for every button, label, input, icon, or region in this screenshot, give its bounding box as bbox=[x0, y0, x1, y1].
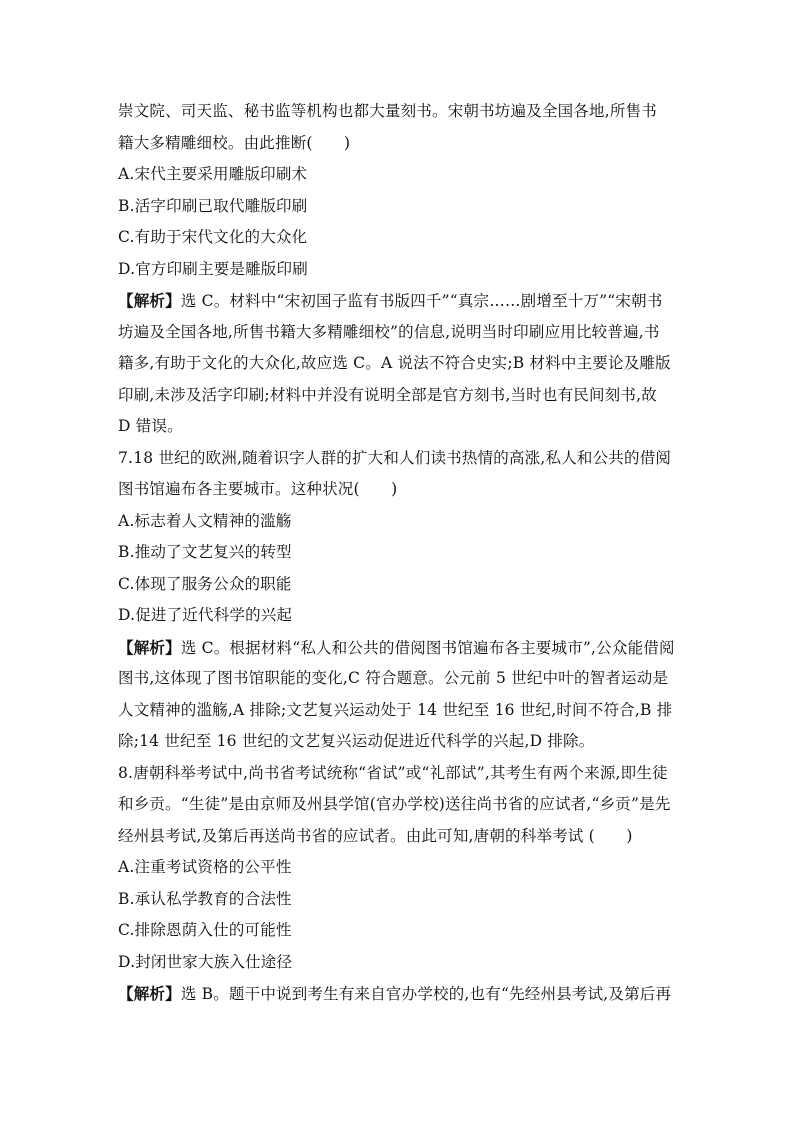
option-d: D.促进了近代科学的兴起 bbox=[118, 606, 293, 624]
question-stem-line: 7.18 世纪的欧洲,随着识字人群的扩大和人们读书热情的高涨,私人和公共的借阅 bbox=[118, 448, 672, 467]
analysis-label: 【解析】 bbox=[118, 984, 181, 1003]
option-a: A.注重考试资格的公平性 bbox=[118, 858, 292, 876]
analysis-label: 【解析】 bbox=[118, 637, 181, 657]
question-stem-line: 图书馆遍布各主要城市。这种状况( ) bbox=[118, 480, 398, 498]
question-stem-line: 崇文院、司天监、秘书监等机构也都大量刻书。宋朝书坊遍及全国各地,所售书 bbox=[118, 102, 657, 120]
option-c: C.排除恩荫入仕的可能性 bbox=[118, 921, 292, 939]
option-d: D.官方印刷主要是雕版印刷 bbox=[118, 259, 308, 278]
option-a: A.标志着人文精神的滥觞 bbox=[118, 511, 292, 530]
document-page bbox=[118, 96, 678, 1010]
analysis-line: 图书,这体现了图书馆职能的变化,C 符合题意。公元前 5 世纪中叶的智者运动是 bbox=[118, 669, 669, 687]
question-stem-line: 和乡贡。“生徒”是由京师及州县学馆(官办学校)送往尚书省的应试者,“乡贡”是先 bbox=[118, 795, 671, 813]
analysis-line bbox=[118, 285, 678, 317]
option-c: C.体现了服务公众的职能 bbox=[118, 574, 292, 593]
analysis-line: D 错误。 bbox=[118, 417, 183, 435]
question-7 bbox=[118, 443, 678, 758]
option-b: B.推动了文艺复兴的转型 bbox=[118, 543, 292, 561]
analysis-line: 印刷,未涉及活字印刷;材料中并没有说明全部是官方刻书,当时也有民间刻书,故 bbox=[118, 385, 657, 404]
analysis-line: 坊遍及全国各地,所售书籍大多精雕细校”的信息,说明当时印刷应用比较普遍,书 bbox=[118, 322, 660, 341]
analysis-line bbox=[118, 632, 678, 664]
analysis-text: 选 C。材料中“宋初国子监有书版四千”“真宗……剧增至十万”“宋朝书 bbox=[180, 292, 663, 310]
analysis-line bbox=[118, 978, 678, 1010]
analysis-line: 除;14 世纪至 16 世纪的文艺复兴运动促进近代科学的兴起,D 排除。 bbox=[118, 732, 595, 750]
analysis-label: 【解析】 bbox=[118, 291, 181, 310]
analysis-line: 籍多,有助于文化的大众化,故应选 C。A 说法不符合史实;B 材料中主要论及雕版 bbox=[118, 354, 671, 372]
analysis-text: 选 B。题干中说到考生有来自官办学校的,也有“先经州县考试,及第后再 bbox=[180, 985, 672, 1003]
question-6 bbox=[118, 96, 678, 443]
option-c: C.有助于宋代文化的大众化 bbox=[118, 228, 308, 246]
analysis-line: 人文精神的滥觞,A 排除;文艺复兴运动处于 14 世纪至 16 世纪,时间不符合,B 排 bbox=[118, 700, 673, 719]
option-d: D.封闭世家大族入仕途径 bbox=[118, 952, 293, 971]
question-8 bbox=[118, 758, 678, 1010]
analysis-text: 选 C。根据材料“私人和公共的借阅图书馆遍布各主要城市”,公众能借阅 bbox=[180, 638, 675, 657]
option-b: B.活字印刷已取代雕版印刷 bbox=[118, 196, 308, 215]
question-stem-line: 8.唐朝科举考试中,尚书省考试统称“省试”或“礼部试”,其考生有两个来源,即生徒 bbox=[118, 763, 668, 782]
question-stem-line: 籍大多精雕细校。由此推断( ) bbox=[118, 133, 351, 152]
option-b: B.承认私学教育的合法性 bbox=[118, 889, 292, 908]
option-a: A.宋代主要采用雕版印刷术 bbox=[118, 165, 308, 183]
question-stem-line: 经州县考试,及第后再送尚书省的应试者。由此可知,唐朝的科举考试 ( ) bbox=[118, 826, 633, 845]
